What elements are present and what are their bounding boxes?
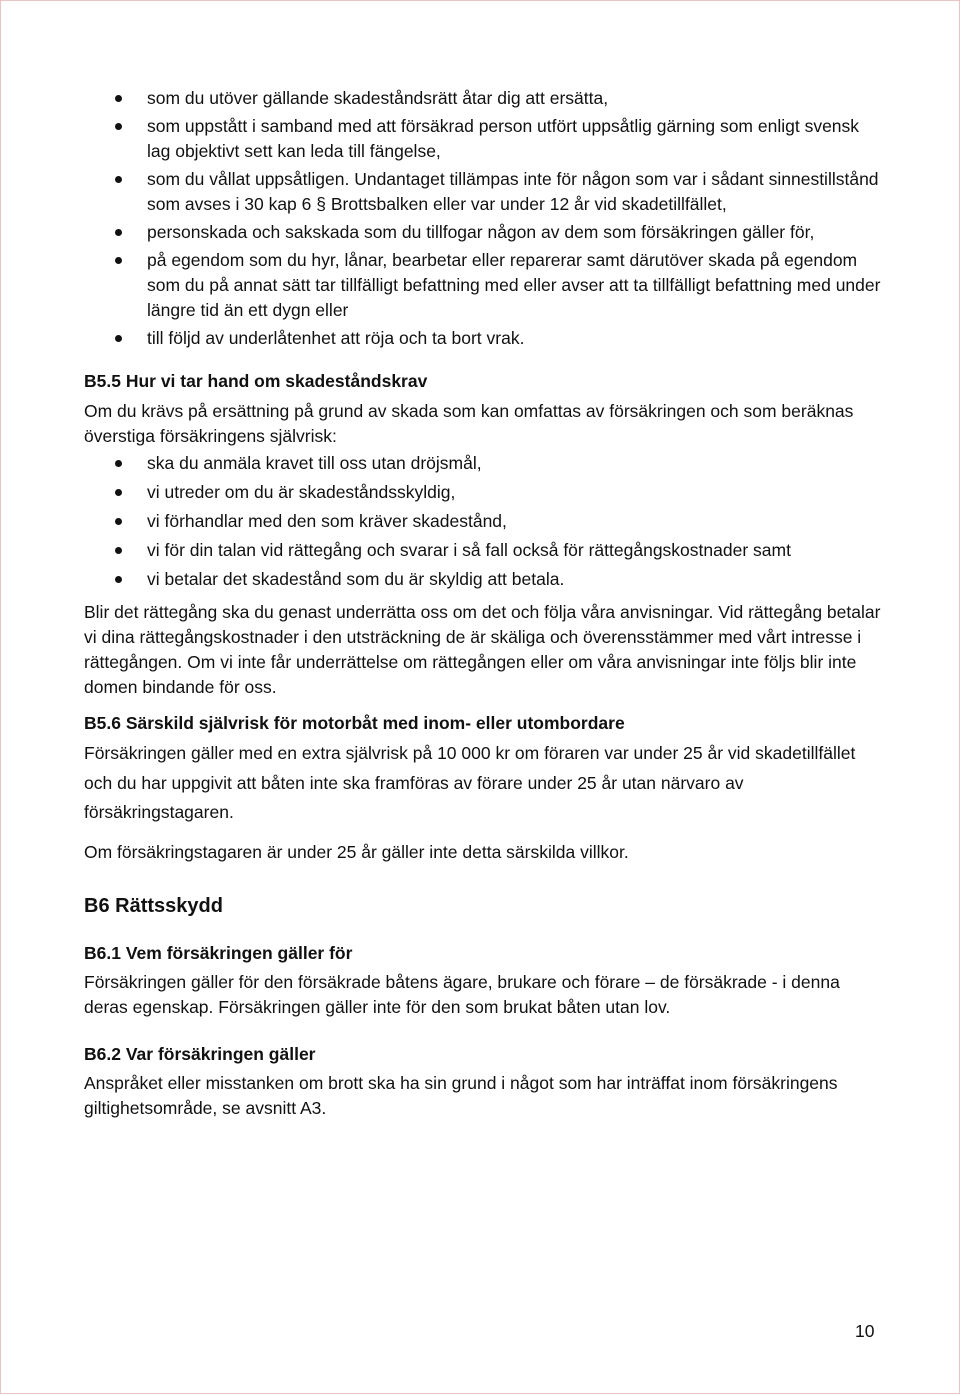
b6-1-text: Försäkringen gäller för den försäkrade båtens ägare, brukare och förare – de försäkrade - i denna deras egenskap. Försäkringen gäller inte för den som brukat båten utan lov.	[84, 971, 840, 1017]
section-heading-b5-5: B5.5 Hur vi tar hand om skadeståndskrav	[84, 371, 428, 391]
list-item: vi förhandlar med den som kräver skadestånd,	[84, 509, 884, 534]
section-heading-b6-1: B6.1 Vem försäkringen gäller för	[84, 942, 353, 963]
b6-2-text: Anspråket eller misstanken om brott ska ha sin grund i något som har inträffat inom försäkringens giltighetsområde, se avsnitt A3.	[84, 1072, 838, 1118]
list-item: som du utöver gällande skadeståndsrätt åtar dig att ersätta,	[84, 86, 884, 111]
section-heading-b6-2: B6.2 Var försäkringen gäller	[84, 1043, 316, 1064]
list-item: till följd av underlåtenhet att röja och ta bort vrak.	[84, 326, 884, 351]
list-item: ska du anmäla kravet till oss utan dröjsmål,	[84, 451, 884, 476]
list-item: på egendom som du hyr, lånar, bearbetar eller reparerar samt därutöver skada på egendom som du på annat sätt tar tillfälligt befattning med eller avser att ta tillfälligt befattning med under längre tid än ett dygn eller	[84, 248, 884, 323]
list-item: personskada och sakskada som du tillfogar någon av dem som försäkringen gäller för,	[84, 220, 884, 245]
list-item: som du vållat uppsåtligen. Undantaget tillämpas inte för någon som var i sådant sinnestillstånd som avses i 30 kap 6 § Brottsbalken eller var under 12 år vid skadetillfället,	[84, 167, 884, 217]
section-heading-b6: B6 Rättsskydd	[84, 894, 223, 917]
list-item: vi för din talan vid rättegång och svarar i så fall också för rättegångskostnader samt	[84, 538, 884, 563]
list-item: som uppstått i samband med att försäkrad person utfört uppsåtlig gärning som enligt svensk lag objektivt sett kan leda till fängelse,	[84, 114, 884, 164]
claims-list	[84, 451, 884, 592]
b5-5-closing: Blir det rättegång ska du genast underrätta oss om det och följa våra anvisningar. Vid rättegång betalar vi dina rättegångskostnader i den utsträckning de är skäliga och överensstämmer med vårt intresse i rättegången. Om vi inte får underrättelse om rättegången eller om våra anvisningar inte följs blir inte domen bindande för oss.	[84, 602, 881, 697]
b5-5-intro: Om du krävs på ersättning på grund av skada som kan omfattas av försäkringen och som beräknas överstiga försäkringens självrisk:	[84, 401, 854, 446]
list-item: vi utreder om du är skadeståndsskyldig,	[84, 480, 884, 505]
section-heading-b5-6: B5.6 Särskild självrisk för motorbåt med inom- eller utombordare	[84, 713, 625, 733]
document-body	[84, 84, 884, 1121]
page-number: 10	[855, 1321, 875, 1341]
list-item: vi betalar det skadestånd som du är skyldig att betala.	[84, 567, 884, 592]
exclusions-list	[84, 86, 884, 351]
b5-6-note: Om försäkringstagaren är under 25 år gäller inte detta särskilda villkor.	[84, 841, 629, 862]
b5-6-text: Försäkringen gäller med en extra självrisk på 10 000 kr om föraren var under 25 år vid skadetillfället och du har uppgivit att båten inte ska framföras av förare under 25 år utan närvaro av försäkringstagaren.	[84, 743, 856, 822]
